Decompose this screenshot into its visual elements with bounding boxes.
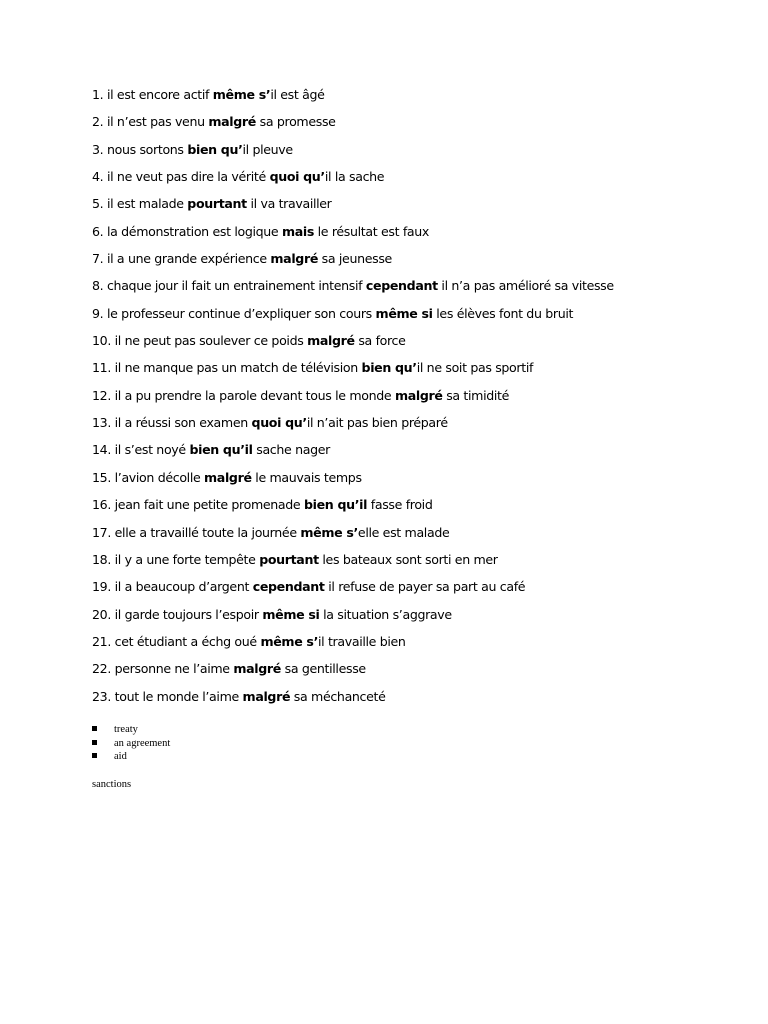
sentence-text-before: il y a une forte tempête xyxy=(114,551,260,567)
sentence-keyword: bien qu’il xyxy=(189,442,253,458)
sentence-text-after: sa jeunesse xyxy=(318,251,392,267)
sentence-number: 12. xyxy=(92,387,111,403)
sentence-item xyxy=(92,141,732,168)
sentence-keyword: malgré xyxy=(307,333,355,349)
sentence-text-before: il n’est pas venu xyxy=(106,114,209,130)
sentence-item xyxy=(92,688,732,715)
sentence-keyword: même si xyxy=(262,606,320,622)
sentence-item xyxy=(92,195,732,222)
sentence-item xyxy=(92,551,732,578)
sentence-number: 8. xyxy=(92,278,104,294)
sentence-text-before: il ne manque pas un match de télévision xyxy=(114,360,362,376)
sentence-item xyxy=(92,660,732,687)
sentence-item xyxy=(92,332,732,359)
sentence-keyword: cependant xyxy=(365,278,438,294)
bullet-item xyxy=(92,750,170,764)
sentence-keyword: cependant xyxy=(252,579,325,595)
sentence-item xyxy=(92,524,732,551)
bullet-text: an agreement xyxy=(114,737,171,749)
sentence-number: 15. xyxy=(92,469,111,485)
bullet-list xyxy=(92,723,170,764)
sentence-text-after: sache nager xyxy=(252,442,330,458)
sentence-number: 18. xyxy=(92,551,111,567)
sentence-text-before: il est malade xyxy=(106,196,188,212)
sentence-number: 5. xyxy=(92,196,104,212)
sentence-keyword: mais xyxy=(281,223,314,239)
sentence-text-before: le professeur continue d’expliquer son cours xyxy=(106,305,376,321)
sentence-text-before: jean fait une petite promenade xyxy=(114,497,304,513)
sentence-keyword: pourtant xyxy=(259,551,319,567)
sentence-keyword: quoi qu’ xyxy=(251,415,307,431)
square-bullet-icon xyxy=(92,740,97,745)
sentence-text-after: il la sache xyxy=(324,169,385,185)
sentence-keyword: malgré xyxy=(233,661,281,677)
sentence-keyword: même s’ xyxy=(300,524,358,540)
sentence-text-before: il garde toujours l’espoir xyxy=(114,606,263,622)
sentence-text-after: sa timidité xyxy=(442,387,510,403)
sentence-text-after: le mauvais temps xyxy=(251,469,362,485)
sentence-item xyxy=(92,277,732,304)
sentence-text-before: il ne veut pas dire la vérité xyxy=(106,169,270,185)
sentence-item xyxy=(92,359,732,386)
sentence-text-before: elle a travaillé toute la journée xyxy=(114,524,301,540)
sentence-text-before: il s’est noyé xyxy=(114,442,190,458)
sentence-text-after: sa méchanceté xyxy=(290,688,386,704)
sentence-text-after: les élèves font du bruit xyxy=(432,305,574,321)
sentence-keyword: bien qu’il xyxy=(303,497,368,513)
sentence-keyword: quoi qu’ xyxy=(269,169,325,185)
sentence-text-after: il va travailler xyxy=(246,196,332,212)
sentence-number: 7. xyxy=(92,251,104,267)
sentence-text-after: il n’a pas amélioré sa vitesse xyxy=(437,278,614,294)
sentence-text-after: elle est malade xyxy=(357,524,450,540)
sentence-number: 4. xyxy=(92,169,104,185)
sentence-item xyxy=(92,633,732,660)
sentence-keyword: malgré xyxy=(208,114,256,130)
sentence-number: 21. xyxy=(92,633,111,649)
sentence-text-after: il pleuve xyxy=(242,141,293,157)
bullet-item xyxy=(92,737,170,751)
sentence-keyword: même si xyxy=(375,305,433,321)
sentence-keyword: même s’ xyxy=(212,87,271,102)
sentence-keyword: bien qu’ xyxy=(187,141,243,157)
exercise-list xyxy=(92,86,732,715)
sentence-item xyxy=(92,496,732,523)
sentence-number: 11. xyxy=(92,360,111,376)
sentence-text-after: sa gentillesse xyxy=(280,661,366,677)
sentence-text-after: il ne soit pas sportif xyxy=(416,360,534,376)
sentence-item xyxy=(92,414,732,441)
sentence-text-before: chaque jour il fait un entrainement intensif xyxy=(106,278,366,294)
sentence-keyword: pourtant xyxy=(187,196,247,212)
sentence-item xyxy=(92,441,732,468)
sentence-text-after: la situation s’aggrave xyxy=(319,606,452,622)
sentence-keyword: bien qu’ xyxy=(361,360,417,376)
sentence-item xyxy=(92,387,732,414)
sentence-text-after: il est âgé xyxy=(270,87,325,102)
sentence-text-after: il refuse de payer sa part au café xyxy=(324,579,526,595)
sentence-item xyxy=(92,113,732,140)
sentence-number: 13. xyxy=(92,415,111,431)
trailing-text: sanctions xyxy=(92,779,132,790)
sentence-text-before: il est encore actif xyxy=(106,87,213,102)
square-bullet-icon xyxy=(92,726,97,731)
sentence-text-before: personne ne l’aime xyxy=(114,661,234,677)
sentence-text-before: il a une grande expérience xyxy=(106,251,271,267)
sentence-number: 16. xyxy=(92,497,111,513)
sentence-number: 23. xyxy=(92,688,111,704)
sentence-keyword: malgré xyxy=(394,387,443,403)
sentence-keyword: malgré xyxy=(242,688,291,704)
sentence-number: 19. xyxy=(92,579,111,595)
sentence-number: 6. xyxy=(92,223,104,239)
square-bullet-icon xyxy=(92,753,97,758)
sentence-number: 17. xyxy=(92,524,111,540)
sentence-text-after: il travaille bien xyxy=(318,633,406,649)
sentence-number: 14. xyxy=(92,442,111,458)
sentence-text-before: il a pu prendre la parole devant tous le monde xyxy=(114,387,395,403)
sentence-number: 2. xyxy=(92,114,104,130)
sentence-text-after: les bateaux sont sorti en mer xyxy=(318,551,498,567)
sentence-item xyxy=(92,305,732,332)
sentence-item xyxy=(92,86,732,113)
sentence-text-before: l’avion décolle xyxy=(114,469,205,485)
sentence-number: 9. xyxy=(92,305,104,321)
sentence-item xyxy=(92,168,732,195)
sentence-text-before: cet étudiant a échg oué xyxy=(114,633,261,649)
sentence-text-before: il ne peut pas soulever ce poids xyxy=(114,333,308,349)
sentence-item xyxy=(92,578,732,605)
sentence-text-before: nous sortons xyxy=(106,141,188,157)
sentence-number: 1. xyxy=(92,87,104,102)
sentence-item xyxy=(92,469,732,496)
bullet-item xyxy=(92,723,170,737)
sentence-text-after: sa promesse xyxy=(255,114,336,130)
sentence-number: 3. xyxy=(92,141,104,157)
sentence-item xyxy=(92,223,732,250)
sentence-keyword: malgré xyxy=(204,469,252,485)
sentence-item xyxy=(92,606,732,633)
sentence-text-after: le résultat est faux xyxy=(314,223,430,239)
sentence-number: 20. xyxy=(92,606,111,622)
sentence-text-before: il a beaucoup d’argent xyxy=(114,579,253,595)
sentence-text-after: il n’ait pas bien préparé xyxy=(306,415,448,431)
sentence-text-before: il a réussi son examen xyxy=(114,415,252,431)
sentence-number: 10. xyxy=(92,333,111,349)
sentence-keyword: malgré xyxy=(270,251,319,267)
bullet-text: treaty xyxy=(114,724,138,735)
sentence-text-after: fasse froid xyxy=(367,497,433,513)
bullet-text: aid xyxy=(114,751,127,763)
sentence-item xyxy=(92,250,732,277)
sentence-keyword: même s’ xyxy=(260,633,319,649)
sentence-number: 22. xyxy=(92,661,111,677)
sentence-text-after: sa force xyxy=(354,333,406,349)
sentence-text-before: tout le monde l’aime xyxy=(114,688,243,704)
sentence-text-before: la démonstration est logique xyxy=(106,223,282,239)
